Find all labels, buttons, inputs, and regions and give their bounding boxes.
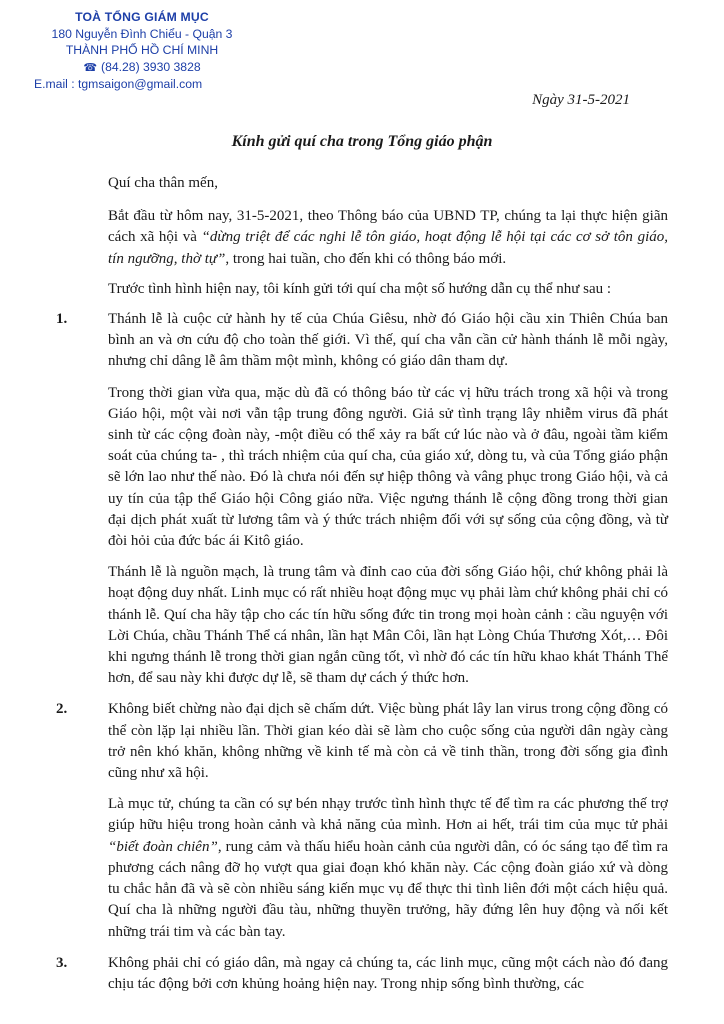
intro-quote: “dừng triệt để các nghi lễ tôn giáo, hoạt động lễ hội tại các cơ sở tôn giáo, tín ngưỡng, thờ tự” [108,229,668,267]
item-paragraph [108,794,668,942]
org-name: TOÀ TỔNG GIÁM MỤC [75,10,209,24]
org-city: THÀNH PHỐ HỒ CHÍ MINH [65,43,219,58]
item-paragraph: Không biết chừng nào đại dịch sẽ chấm dứt. Việc bùng phát lây lan virus trong cộng đồng có thể còn lặp lại nhiều lần. Thời gian kéo dài sẽ làm cho cuộc sống của người dân ngày càng trở nên khó khăn, không những về kinh tế mà còn cả về tinh thần, trong đời sống gia đình cũng như xã hội. [108,701,668,782]
item-number: 2. [56,701,68,718]
list-item [56,699,668,942]
list-item [56,953,668,995]
letter-body [56,173,668,1005]
intro-text-b: , trong hai tuần, cho đến khi có thông báo mới. [225,250,507,267]
letter-title: Kính gửi quí cha trong Tổng giáo phận [231,133,493,150]
letter-date: Ngày 31-5-2021 [532,92,630,108]
lead-paragraph: Trước tình hình hiện nay, tôi kính gửi tới quí cha một số hướng dẫn cụ thể như sau : [108,280,612,297]
letterhead [28,9,256,93]
item-paragraph: Trong thời gian vừa qua, mặc dù đã có thông báo từ các vị hữu trách trong xã hội và trong Giáo hội, một vài nơi vẫn tập trung đông người. Giả sử tình trạng lây nhiễm virus đã phát sinh từ các cộng đoàn này, -một điều có thể xảy ra bất cứ lúc nào và ở đâu, ngoài tầm kiểm soát của chúng ta- , thì trách nhiệm của quí cha, của giáo xứ, dòng tu, và của Tổng giáo phận sẽ lớn lao như thế nào. Đó là chưa nói đến sự hiệp thông và vâng phục trong Giáo hội, và cả uy tín của tập thể Giáo hội Công giáo nữa. Việc ngưng thánh lễ cộng đồng trong thời gian đại dịch phát xuất từ lương tâm và ý thức trách nhiệm đối với sự sống của cộng đồng, và từ đòi hỏi của đức bác ái Kitô giáo. [108,384,668,550]
item-text: , rung cảm và thấu hiểu hoàn cảnh của người dân, có óc sáng tạo để tìm ra phương cách nâng đỡ họ vượt qua giai đoạn khó khăn này. Các cộng đoàn giáo xứ và dòng tu chắc hẳn đã và sẽ còn nhiều sáng kiến mục vụ để thực thi tình liên đới một cách hiệu quả. Quí cha là những người đầu tàu, những thuyền trưởng, hãy đứng lên huy động và nối kết những trái tim và các bàn tay. [108,838,668,940]
item-paragraph: Thánh lễ là cuộc cử hành hy tế của Chúa Giêsu, nhờ đó Giáo hội cầu xin Thiên Chúa ban bình an và ơn cứu độ cho toàn thế giới. Vì thế, quí cha vẫn cần cử hành thánh lễ mỗi ngày, nhưng chỉ dâng lễ âm thầm một mình, không có giáo dân tham dự. [108,311,668,370]
item-quote: “biết đoàn chiên” [108,838,218,855]
phone-number: (84.28) 3930 3828 [101,59,201,74]
telephone-icon: ☎ [83,61,98,74]
greeting: Quí cha thân mến, [108,175,218,191]
item-number: 1. [56,311,68,328]
org-email: E.mail : tgmsaigon@gmail.com [34,77,203,92]
item-paragraph: Thánh lễ là nguồn mạch, là trung tâm và đỉnh cao của đời sống Giáo hội, chứ không phải là hoạt động duy nhất. Linh mục có rất nhiều hoạt động mục vụ phải làm chứ không phải chỉ có thánh lễ. Quí cha hãy tập cho các tín hữu sống đức tin trong mọi hoàn cảnh : cầu nguyện với Lời Chúa, chầu Thánh Thể cá nhân, lần hạt Mân Côi, lần hạt Lòng Chúa Thương Xót,… Đôi khi ngưng thánh lễ trong thời gian ngắn cũng tốt, vì nhờ đó các tín hữu khao khát Thánh Thể hơn, để sau này khi được dự lễ, sẽ tham dự cách ý thức hơn. [108,564,668,687]
item-text: Là mục tử, chúng ta cần có sự bén nhạy trước tình hình thực tế để tìm ra các phương thế trợ giúp hữu hiệu trong hoàn cảnh và khả năng của mình. Hơn ai hết, trái tim của mục tử phải [108,796,668,834]
org-phone [28,59,256,77]
item-paragraph: Không phải chỉ có giáo dân, mà ngay cả chúng ta, các linh mục, cũng một cách nào đó đang chịu tác động bởi cơn khủng hoảng hiện nay. Trong nhịp sống bình thường, các [108,954,668,992]
intro-paragraph [108,206,668,270]
item-number: 3. [56,954,68,971]
list-item [56,309,668,689]
intro-text-a: Bắt đầu từ hôm nay, 31-5-2021, theo Thông báo của UBND TP, chúng ta lại thực hiện giãn cách xã hội và [108,208,668,246]
org-address: 180 Nguyễn Đình Chiểu - Quận 3 [51,26,233,41]
